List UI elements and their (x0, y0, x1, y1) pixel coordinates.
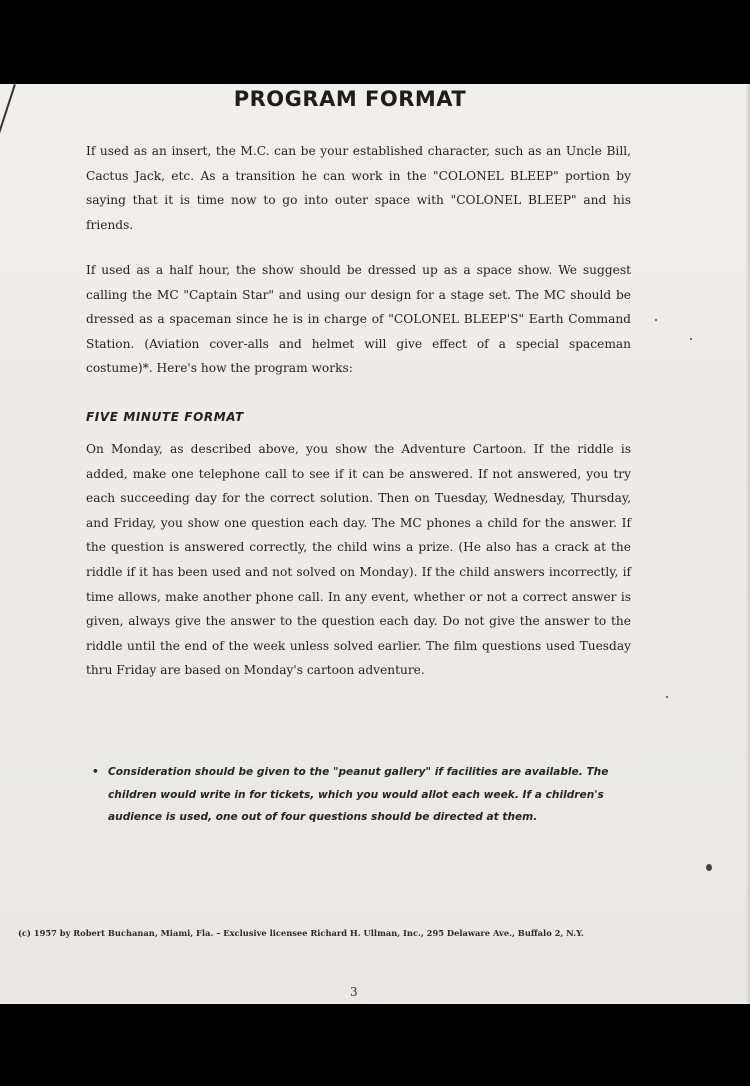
page-right-edge (746, 84, 750, 1004)
ink-speck (655, 319, 657, 321)
ink-speck (666, 696, 668, 698)
document-page (0, 84, 750, 1004)
footnote-bullet: • (92, 766, 99, 778)
paragraph-five-minute-format: On Monday, as described above, you show the Adventure Cartoon. If the riddle is added, make one telephone call to see if it can be answered. If not answered, you try each succeeding day for the correct solution. Then on Tuesday, Wednesday, Thursday, and Friday, you show one question each day. The MC phones a child for the answer. If the question is answered correctly, the child wins a prize. (He also has a crack at the riddle if it has been used and not solved on Monday). If the child answers incorrectly, if time allows, make another phone call. In any event, whether or not a correct answer is given, always give the answer to the question each day. Do not give the answer to the riddle until the end of the week unless solved earlier. The film questions used Tuesday thru Friday are based on Monday's cartoon adventure. (86, 442, 631, 678)
ink-speck (690, 338, 692, 340)
paragraph-insert: If used as an insert, the M.C. can be your established character, such as an Uncle Bill, Cactus Jack, etc. As a transition he can work in the "COLONEL BLEEP" portion by saying that it is time now to go into outer space with "COLONEL BLEEP" and his friends. (86, 144, 631, 232)
ink-speck (706, 864, 712, 871)
copyright-line: (c) 1957 by Robert Buchanan, Miami, Fla. – Exclusive licensee Richard H. Ullman, Inc., 295 Delaware Ave., Buffalo 2, N.Y. (18, 928, 584, 938)
paragraph-half-hour: If used as a half hour, the show should be dressed up as a space show. We suggest calling the MC "Captain Star" and using our design for a stage set. The MC should be dressed as a spaceman since he is in charge of "COLONEL BLEEP'S" Earth Command Station. (Aviation cover-alls and helmet will give effect of a special spaceman costume)*. Here's how the program works: (86, 263, 631, 376)
footnote (92, 761, 612, 829)
page-title: PROGRAM FORMAT (233, 87, 467, 111)
page-number: 3 (350, 985, 358, 999)
footnote-text: Consideration should be given to the "peanut gallery" if facilities are available. The children would write in for tickets, which you would allot each week. If a children's audience is used, one out of four questions should be directed at them. (108, 766, 609, 823)
section-heading: FIVE MINUTE FORMAT (86, 410, 244, 424)
